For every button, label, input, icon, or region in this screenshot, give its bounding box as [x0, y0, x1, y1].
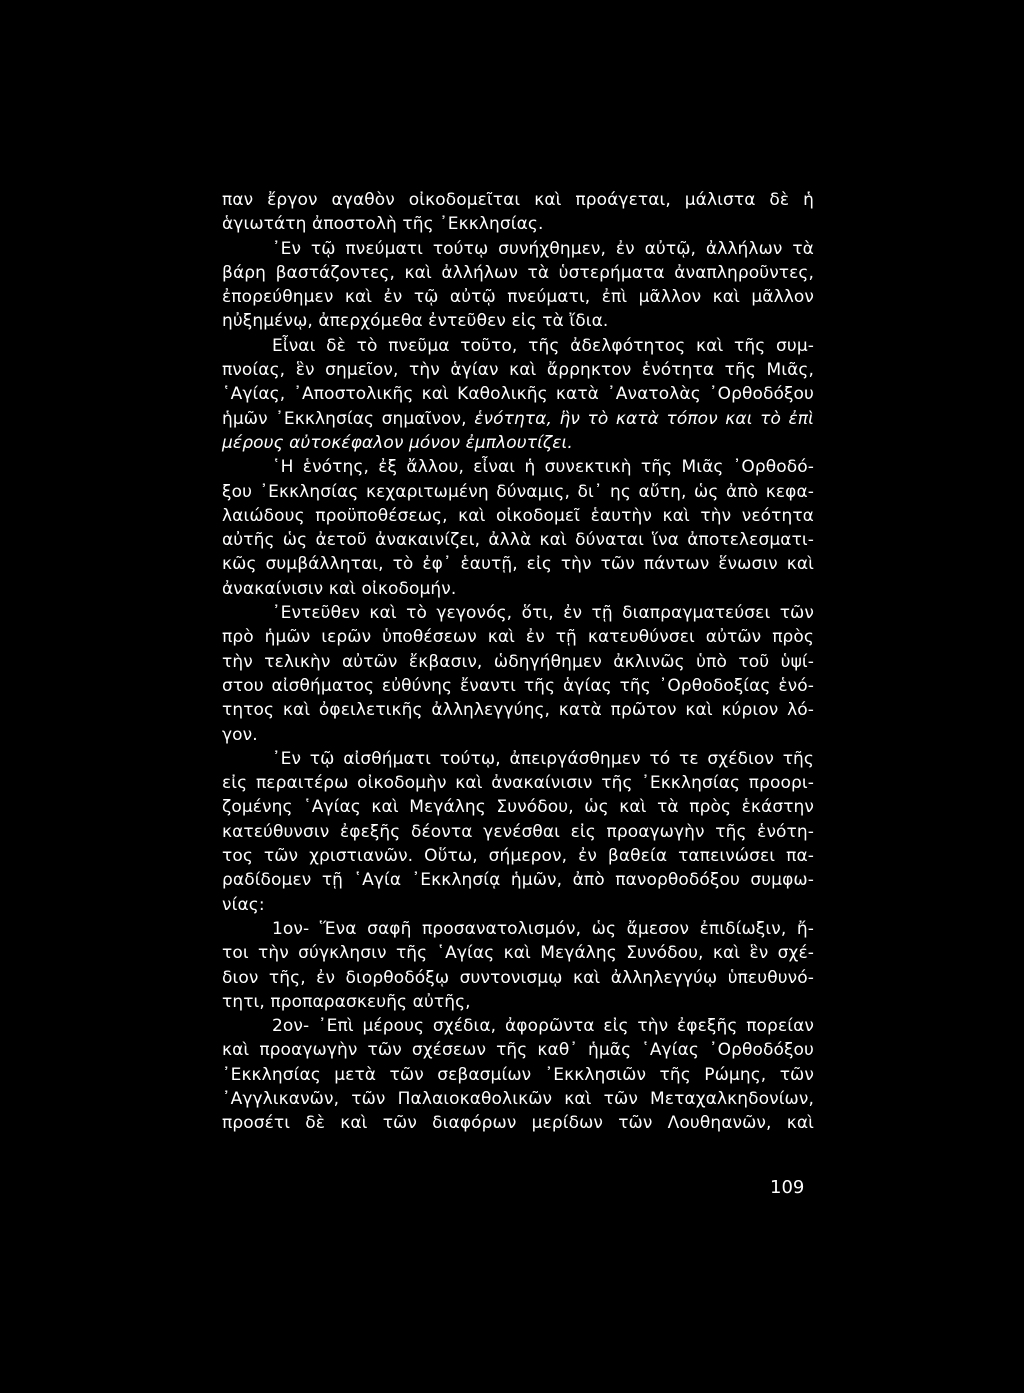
- text-line: νίας:: [222, 894, 265, 915]
- text-line: διον τῆς, ἐν διορθοδόξῳ συντονισμῳ καὶ ἀλληλεγγύῳ ὑπευθυνό-: [222, 967, 814, 988]
- text-line: ᾿Εν τῷ πνεύματι τούτῳ συνήχθημεν, ἐν αὐτῷ, ἀλλήλων τὰ: [272, 238, 814, 259]
- text-line: τος τῶν χριστιανῶν. Οὕτω, σήμερον, ἐν βαθεία ταπεινώσει πα-: [222, 846, 814, 867]
- text-line: 2ον- ᾿Επὶ μέρους σχέδια, ἀφορῶντα εἰς τὴν ἐφεξῆς πορείαν: [272, 1016, 814, 1037]
- text-line: ἀνακαίνισιν καὶ οἰκοδομήν.: [222, 578, 457, 599]
- text-line: ραδίδομεν τῇ ῾Αγία ᾿Εκκλησίᾳ ἡμῶν, ἀπὸ πανορθοδόξου συμφω-: [222, 870, 814, 891]
- text-line: λαιώδους προϋποθέσεως, καὶ οἰκοδομεῖ ἑαυτὴν καὶ τὴν νεότητα: [222, 505, 814, 526]
- text-line: γον.: [222, 724, 258, 745]
- text-line: ῾Αγίας, ᾿Αποστολικῆς καὶ Καθολικῆς κατὰ ᾿Ανατολὰς ᾿Ορθοδόξου: [222, 384, 814, 405]
- text-line: προσέτι δὲ καὶ τῶν διαφόρων μερίδων τῶν Λουθηανῶν, καὶ: [222, 1113, 814, 1134]
- text-line: ᾿Εντεῦθεν καὶ τὸ γεγονός, ὅτι, ἐν τῇ διαπραγματεύσει τῶν: [272, 603, 814, 624]
- text-line: ἁγιωτάτη ἀποστολὴ τῆς ᾿Εκκλησίας.: [222, 214, 544, 235]
- text-run: ἡμῶν ᾿Εκκλησίας σημαῖνον,: [222, 408, 475, 429]
- text-line: Εἶναι δὲ τὸ πνεῦμα τοῦτο, τῆς ἀδελφότητος καὶ τῆς συμ-: [272, 335, 814, 356]
- text-line: τητι, προπαρασκευῆς αὐτῆς,: [222, 991, 471, 1012]
- text-line: τὴν τελικὴν αὐτῶν ἔκβασιν, ὡδηγήθημεν ἀκλινῶς ὑπὸ τοῦ ὑψί-: [222, 651, 814, 672]
- text-line: κατεύθυνσιν ἐφεξῆς δέοντα γενέσθαι εἰς προαγωγὴν τῆς ἑνότη-: [222, 821, 814, 842]
- text-line: [222, 407, 814, 431]
- page-number: 109: [770, 1177, 805, 1198]
- text-line: καὶ προαγωγὴν τῶν σχέσεων τῆς καθ᾿ ἡμᾶς ῾Αγίας ᾿Ορθοδόξου: [222, 1040, 814, 1061]
- text-line: κῶς συμβάλληται, τὸ ἐφ᾿ ἑαυτῇ, εἰς τὴν τῶν πάντων ἕνωσιν καὶ: [222, 554, 814, 575]
- text-line: ξου ᾿Εκκλησίας κεχαριτωμένη δύναμις, δι᾿ ης αὔτη, ὡς ἀπὸ κεφα-: [222, 481, 814, 502]
- text-line: τοι τὴν σύγκλησιν τῆς ῾Αγίας καὶ Μεγάλης Συνόδου, καὶ ἓν σχέ-: [222, 943, 814, 964]
- text-line: στου αἰσθήματος εὐθύνης ἔναντι τῆς ἁγίας τῆς ᾿Ορθοδοξίας ἑνό-: [222, 675, 814, 696]
- text-line: ᾿Εν τῷ αἰσθήματι τούτῳ, ἀπειργάσθημεν τό τε σχέδιον τῆς: [272, 748, 814, 769]
- text-line: τητος καὶ ὀφειλετικῆς ἀλληλεγγύης, κατὰ πρῶτον καὶ κύριον λό-: [222, 700, 814, 721]
- italic-text-line: μέρους αὐτοκέφαλον μόνον ἐμπλουτίζει.: [222, 432, 573, 453]
- text-line: 1ον- Ἕνα σαφῆ προσανατολισμόν, ὡς ἄμεσον ἐπιδίωξιν, ἤ-: [272, 918, 814, 939]
- text-line: ῾Η ἑνότης, ἐξ ἄλλου, εἶναι ἡ συνεκτικὴ τῆς Μιᾶς ᾿Ορθοδό-: [272, 457, 814, 478]
- italic-text-run: ἑνότητα, ἣν τὸ κατὰ τόπον και τὸ ἐπὶ: [474, 408, 814, 429]
- text-line: ἐπορεύθημεν καὶ ἐν τῷ αὐτῷ πνεύματι, ἐπὶ μᾶλλον καὶ μᾶλλον: [222, 287, 814, 308]
- text-line: πρὸ ἡμῶν ιερῶν ὑποθέσεων καὶ ἐν τῇ κατευθύνσει αὐτῶν πρὸς: [222, 627, 814, 648]
- text-line: ᾿Εκκλησίας μετὰ τῶν σεβασμίων ᾿Εκκλησιῶν τῆς Ρώμης, τῶν: [222, 1064, 814, 1085]
- text-line: βάρη βαστάζοντες, καὶ ἀλλήλων τὰ ὑστερήματα ἀναπληροῦντες,: [222, 262, 814, 283]
- text-line: εἰς περαιτέρω οἰκοδομὴν καὶ ἀνακαίνισιν τῆς ᾿Εκκλησίας προορι-: [222, 773, 814, 794]
- text-line: ζομένης ῾Αγίας καὶ Μεγάλης Συνόδου, ὡς καὶ τὰ πρὸς ἑκάστην: [222, 797, 814, 818]
- text-line: πνοίας, ἓν σημεῖον, τὴν ἁγίαν καὶ ἄρρηκτον ἑνότητα τῆς Μιᾶς,: [222, 360, 814, 381]
- text-line: αὐτῆς ὡς ἀετοῦ ἀνακαινίζει, ἀλλὰ καὶ δύναται ἵνα ἀποτελεσματι-: [222, 530, 814, 551]
- text-line: ᾿Αγγλικανῶν, τῶν Παλαιοκαθολικῶν καὶ τῶν Μεταχαλκηδονίων,: [222, 1088, 814, 1109]
- text-line: παν ἔργον αγαθὸν οἰκοδομεῖται καὶ προάγεται, μάλιστα δὲ ἡ: [222, 190, 814, 210]
- document-page: [222, 188, 814, 1136]
- text-line: ηὐξημένῳ, ἀπερχόμεθα ἐντεῦθεν εἰς τὰ ἴδια.: [222, 311, 609, 332]
